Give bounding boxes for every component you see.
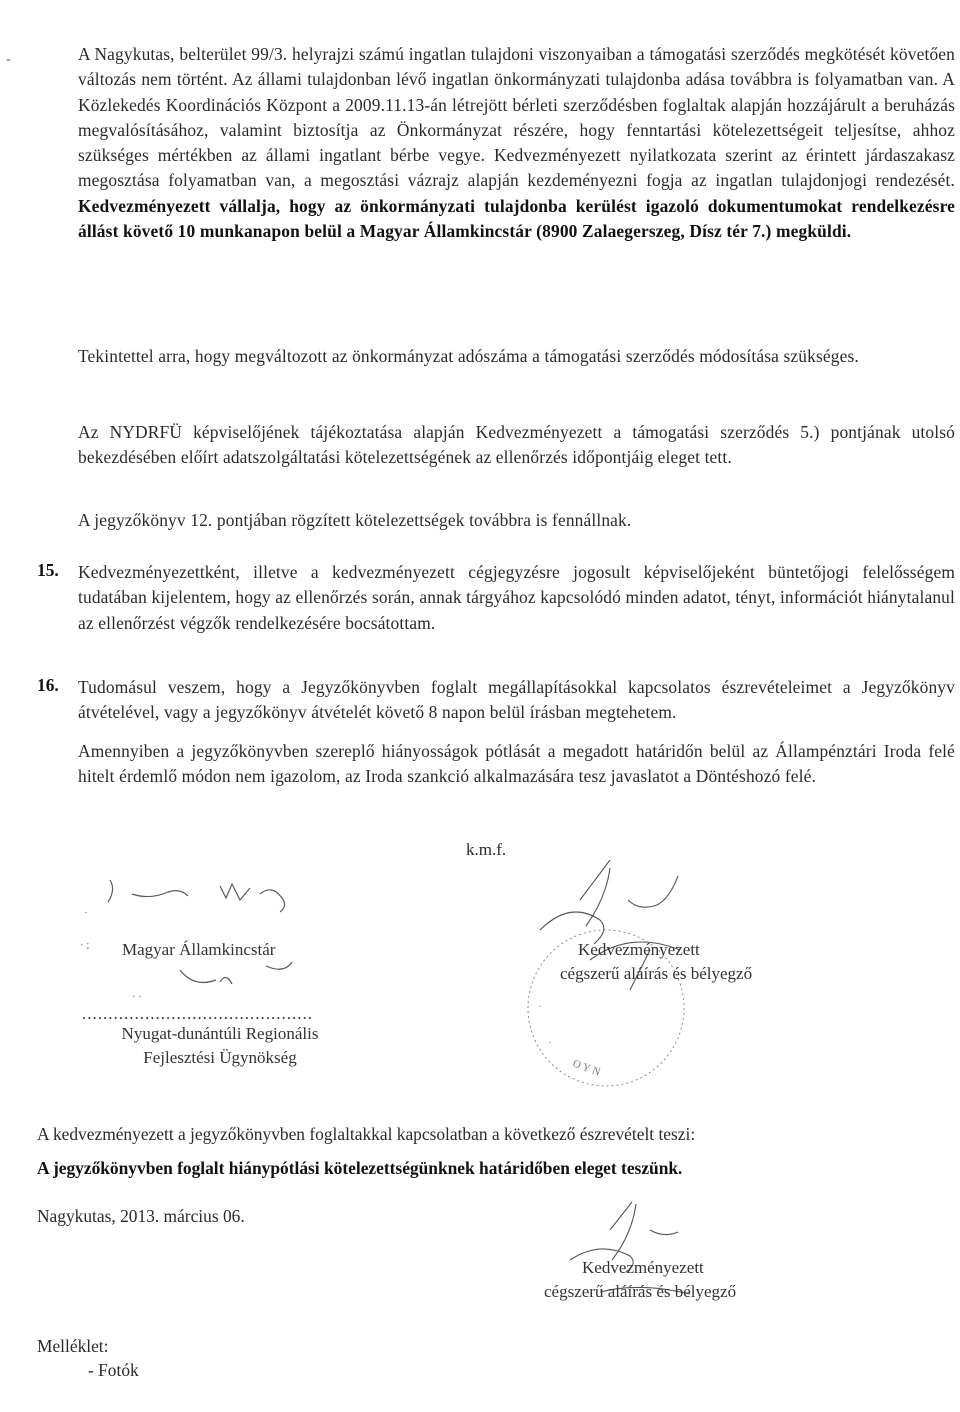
paragraph-property-status bbox=[78, 42, 955, 244]
margin-mark: - bbox=[6, 52, 11, 67]
agency-name-line2: Fejlesztési Ügynökség bbox=[143, 1048, 297, 1067]
section-15-text: Kedvezményezettként, illetve a kedvezményezett cégjegyzésre jogosult képviselőjeként büntetőjogi felelősségem tudatában kijelentem, hogy az ellenőrzés során, annak tárgyához kapcsolódó minden adatot, tényt, információt hiánytalanul az ellenőrzést végzők rendelkezésére bocsátottam. bbox=[78, 562, 955, 633]
signature-line-left: ............................................ bbox=[82, 1004, 313, 1023]
paragraph-obligations: A jegyzőkönyv 12. pontjában rögzített kötelezettségek továbbra is fennállnak. bbox=[78, 510, 632, 530]
paragraph-property-status-bold: Kedvezményezett vállalja, hogy az önkormányzati tulajdonba kerülést igazoló dokumentumokat rendelkezésre állást követő 10 munkanapon belül a Magyar Államkincstár (8900 Zalaegerszeg, Dísz tér 7.) megküldi. bbox=[78, 195, 955, 242]
svg-text:·: · bbox=[84, 907, 88, 919]
beneficiary-label-right: Kedvezményezett bbox=[578, 940, 700, 959]
kmf-label: k.m.f. bbox=[466, 840, 507, 859]
attachment-item: - Fotók bbox=[88, 1360, 139, 1380]
remark-statement: A jegyzőkönyvben foglalt hiánypótlási kötelezettségünknek határidőben eleget teszünk. bbox=[37, 1158, 683, 1178]
beneficiary-signature-caption-bottom: cégszerű aláírás és bélyegző bbox=[544, 1282, 737, 1301]
remark-intro: A kedvezményezett a jegyzőkönyvben foglaltakkal kapcsolatban a következő észrevételt teszi: bbox=[37, 1124, 696, 1144]
agency-name-line1: Nyugat-dunántúli Regionális bbox=[121, 1024, 319, 1043]
paragraph-property-status-text: A Nagykutas, belterület 99/3. helyrajzi számú ingatlan tulajdoni viszonyaiban a támogatási szerződés megkötését követően változás nem történt. Az állami tulajdonban lévő ingatlan önkormányzati tulajdonba adása továbbra is folyamatban van. A Közlekedés Koordinációs Központ a 2009.11.13-án létrejött bérleti szerződésben foglaltak alapján hozzájárult a beruházás megvalósításához, valamint biztosítja az Önkormányzat részére, hogy fenntartási kötelezettségeit teljesítse, ahhoz szükséges mértékben az állami ingatlant bérbe vegye. Kedvezményezett nyilatkozata szerint az érintett járdaszakasz megosztása folyamatban van, a megosztási vázrajz alapján kezdeményezni fogja az ingatlan tulajdonjogi rendezését. bbox=[78, 44, 955, 191]
section-15-number: 15. bbox=[37, 560, 59, 580]
section-16-text-b: Amennyiben a jegyzőkönyvben szereplő hiányosságok pótlását a megadott határidőn belül az Állampénztári Iroda felé hitelt érdemlő módon nem igazolom, az Iroda szankció alkalmazására tesz javaslatot a Döntéshozó felé. bbox=[78, 741, 955, 787]
section-16-number: 16. bbox=[37, 675, 59, 695]
svg-text:· ;: · ; bbox=[80, 939, 90, 951]
beneficiary-label-bottom: Kedvezményezett bbox=[582, 1258, 704, 1277]
paragraph-data-reporting: Az NYDRFÜ képviselőjének tájékoztatása alapján Kedvezményezett a támogatási szerződés 5.) pontjának utolsó bekezdésében előírt adatszolgáltatási kötelezettségének az ellenőrzés időpontjáig eleget tett. bbox=[78, 422, 955, 468]
svg-text:· ·: · · bbox=[132, 991, 143, 1003]
place-and-date: Nagykutas, 2013. március 06. bbox=[37, 1206, 245, 1226]
section-16-text-a: Tudomásul veszem, hogy a Jegyzőkönyvben foglalt megállapításokkal kapcsolatos észrevételeimet a Jegyzőkönyv átvételével, vagy a jegyzőkönyv átvételét követő 8 napon belül írásban megtehetem. bbox=[78, 677, 955, 723]
treasury-name: Magyar Államkincstár bbox=[122, 940, 276, 959]
svg-text:·: · bbox=[548, 1037, 552, 1049]
beneficiary-signature-caption-right: cégszerű aláírás és bélyegző bbox=[560, 964, 753, 983]
svg-text:·: · bbox=[538, 1001, 542, 1013]
attachment-label: Melléklet: bbox=[37, 1336, 109, 1356]
paragraph-tax-number: Tekintettel arra, hogy megváltozott az önkormányzat adószáma a támogatási szerződés módosítása szükséges. bbox=[78, 346, 859, 366]
svg-text:O Y N: O Y N bbox=[570, 1057, 602, 1079]
